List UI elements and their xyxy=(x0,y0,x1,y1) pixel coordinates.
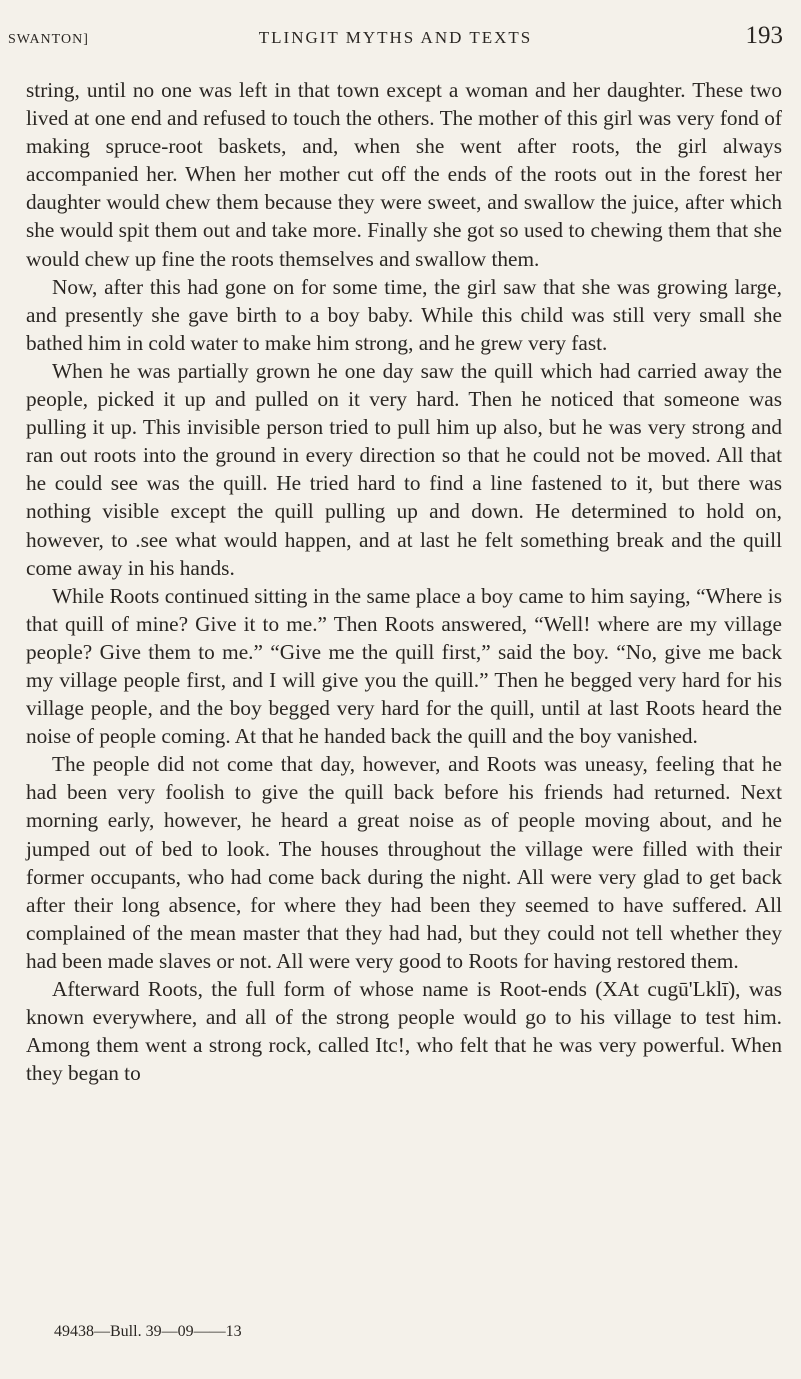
signature-footer: 49438—Bull. 39—09——13 xyxy=(54,1323,242,1340)
paragraph: When he was partially grown he one day saw the quill which had carried away the people, picked it up and pulled on it very hard. Then he noticed that someone was pulling it up. This invisible person tried to pull him up also, but he was very strong and ran out roots into the ground in every direction so that he could not be moved. All that he could see was the quill. He tried hard to find a line fastened to it, but there was nothing visible except the quill pulling up and down. He determined to hold on, however, to .see what would happen, and at last he felt something break and the quill come away in his hands. xyxy=(26,358,782,580)
paragraph: string, until no one was left in that town except a woman and her daughter. These two lived at one end and refused to touch the others. The mother of this girl was very fond of making spruce-root baskets, and, when she went after roots, the girl always accompanied her. When her mother cut off the ends of the roots out in the forest her daughter would chew them because they were sweet, and swallow the juice, after which she would spit them out and take more. Finally she got so used to chewing them that she would chew up fine the roots themselves and swallow them. xyxy=(26,78,782,271)
paragraph: While Roots continued sitting in the same place a boy came to him saying, “Where is that quill of mine? Give it to me.” Then Roots answered, “Well! where are my village people? Give them to me.” “Give me the quill first,” said the boy. “No, give me back my village people first, and I will give you the quill.” Then he begged very hard for his village people, and the boy begged very hard for the quill, until at last Roots heard the noise of people coming. At that he handed back the quill and the boy vanished. xyxy=(26,583,782,749)
paragraph: The people did not come that day, however, and Roots was uneasy, feeling that he had been very foolish to give the quill back before his friends had returned. Next morning early, however, he heard a great noise as of people moving about, and he jumped out of bed to look. The houses throughout the village were filled with their former occupants, who had come back during the night. All were very glad to get back after their long absence, for where they had been they seemed to have suffered. All complained of the mean master that they had had, but they could not tell whether they had been made slaves or not. All were very good to Roots for having restored them. xyxy=(26,752,782,973)
page-number: 193 xyxy=(745,22,783,49)
paragraph: Afterward Roots, the full form of whose name is Root-ends (XAt cugū'Lklī), was known everywhere, and all of the strong people would go to his village to test him. Among them went a strong rock, called Itc!, who felt that he was very powerful. When they began to xyxy=(26,977,782,1086)
paragraph: Now, after this had gone on for some time, the girl saw that she was growing large, and presently she gave birth to a boy baby. While this child was still very small she bathed him in cold water to make him strong, and he grew very fast. xyxy=(26,274,782,355)
author-running-head: SWANTON] xyxy=(8,32,89,47)
body-text xyxy=(26,76,782,1087)
title-running-head: TLINGIT MYTHS AND TEXTS xyxy=(258,28,533,47)
running-header xyxy=(8,22,783,56)
